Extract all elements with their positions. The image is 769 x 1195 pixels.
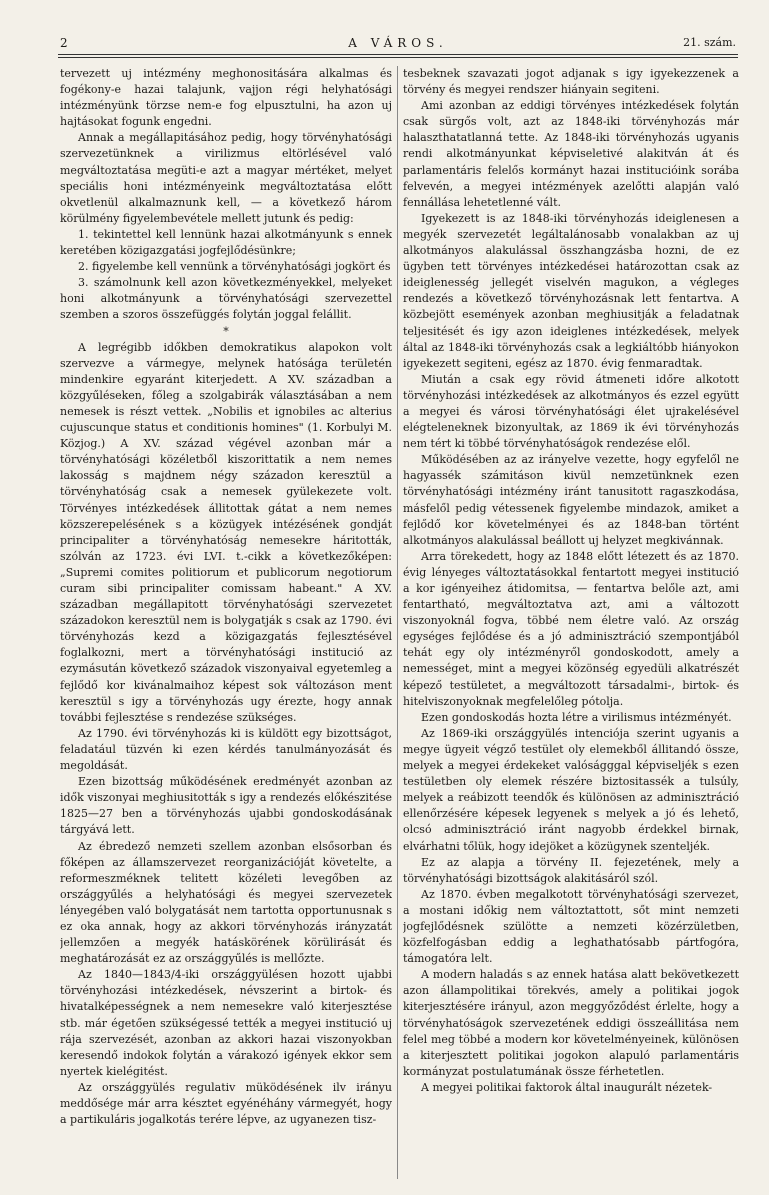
section-separator: *	[223, 324, 229, 338]
paragraph: 2. figyelembe kell vennünk a törvényhatósági jogkört és	[78, 260, 391, 274]
paragraph: Az ébredező nemzeti szellem azonban elsősorban és főképen az államszervezet reorganizációját követelte, a reformeszméknek telitett közéleti levegőben az országgyűlés a helyhatósági és megyei szervezetek lényegében való bolygatását nem tartotta opportunusnak s ez oka annak, hogy az akkori törvényhozás irányzatát jellemzően a megyék hatáskörének körülirását és meghatározását ez az országgyűlés is mellőzte.	[60, 839, 392, 966]
publication-title: A VÁROS.	[348, 36, 448, 50]
paragraph: 3. számolnunk kell azon következményekkel, melyeket honi alkotmányunk a törvényhatósági szervezettel szemben a szoros összefüggés folytán joggal felállit.	[60, 276, 392, 322]
paragraph: Az országgyülés regulativ müködésének ilv irányu meddősége már arra késztet egyénéhány vármegyét, hogy a partikuláris jogalkotás terére lépve, az ugyanezen tisz-	[60, 1080, 392, 1127]
paragraph: Annak a megállapitásához pedig, hogy törvényhatósági szervezetünknek a virilizmus eltörlésével való megváltoztatása megüti-e azt a magyar mértéket, melyet speciális honi intézményeink megváltoztatása előtt okvetlenül alkalmaznunk kell, — a következő három körülmény figyelembevétele mellett jutunk és pedig:	[60, 131, 392, 225]
paragraph: Ez az alapja a törvény II. fejezetének, mely a törvényhatósági bizottságok alakitásáról szól.	[403, 855, 739, 885]
header-rule-thin	[58, 57, 738, 58]
right-column	[403, 66, 739, 1181]
paragraph: Az 1869-iki országgyülés intenciója szerint ugyanis a megye ügyeit végző testület oly elemekből állitandó össze, melyek a megyei érdekeket valóságggal képviseljék s ezen testületben oly elemek részére biztositassék a tulsúly, melyek a reábizott teendők és különösen az adminisztráció ellenőrzésére képesek legyenek s melyek a jó és lehető, olcsó adminisztráció iránt nagyobb érdekkel birnak, elvárhatni tőlük, hogy idejöket a közügynek szenteljék.	[403, 726, 739, 853]
paragraph: A modern haladás s az ennek hatása alatt bekövetkezett azon állampolitikai törekvés, amely a politikai jogok kiterjesztésére irányul, azon meggyőződést érlelte, hogy a törvényhatóságok szervezetének eddigi összeállitása nem felel meg többé a modern kor követelményeinek, különösen a kiterjesztett politikai jogokon alapuló parlamentáris kormányzat postulatumának össze férhetetlen.	[403, 968, 739, 1078]
paragraph: tesbeknek szavazati jogot adjanak s igy igyekezzenek a törvény és megyei rendszer hiányain segiteni.	[403, 67, 739, 97]
paragraph: Az 1790. évi törvényhozás ki is küldött egy bizottságot, feladatául tüzvén ki ezen kérdés tanulmányozását és megoldását.	[60, 726, 392, 773]
running-header	[60, 36, 736, 54]
header-rule	[58, 54, 738, 55]
paragraph: Az 1870. évben megalkotott törvényhatósági szervezet, a mostani időkig nem változtattott, sőt mint nemzeti jogfejlődésnek szülötte a nemzeti közérzületben, közfelfogásban eddig a leghathatósabb pártfogóra, támogatóra lelt.	[403, 887, 739, 966]
paragraph: tervezett uj intézmény meghonositására alkalmas és fogékony-e hazai talajunk, vajjon régi helyhatósági intézményünk törzse nem-e fog elpusztulni, ha azon uj hajtásokat fogunk engedni.	[60, 67, 392, 129]
page-number: 2	[60, 36, 69, 50]
paragraph: Működésében az az irányelve vezette, hogy egyfelől ne hagyassék számitáson kivül nemzetünknek ezen törvényhatósági intézmény iránt tanusitott ragaszkodása, másfelől pedig vétessenek figyelembe mindazok, amiket a fejlődő kor követelményei és az 1848-ban történt alkotmányos alakulással beállott uj helyzet megkivánnak.	[403, 453, 739, 547]
issue-number: 21. szám.	[683, 36, 736, 49]
paragraph: Miután a csak egy rövid átmeneti időre alkotott törvényhozási intézkedések az alkotmányos és ezzel együtt a megyei és városi törvényhatósági élet ujrakelésével elégteleneknek bizonyultak, az 1869 ik évi törvényhozás nem tért ki többé törvényhatóságok rendezése elől.	[403, 372, 739, 451]
paragraph: Igyekezett is az 1848-iki törvényhozás ideiglenesen a megyék szervezetét legáltalánosabb vonalakban az uj alkotmányos alakulással összhangzásba hozni, de ez ügyben tett törvényes intézkedései határozottan csak az ideiglenesség jellegét viselvén magukon, a végleges rendezés a következő törvényhozásnak lett fentartva. A közbejött események azonban meghiusitják a feladatnak teljesitését és igy azon ideiglenes intézkedések, melyek által az 1848-iki törvényhozás csak a legkiáltóbb hiányokon igyekezett segiteni, egész az 1870. évig fenmaradtak.	[403, 211, 739, 370]
paragraph: Ezen bizottság működésének eredményét azonban az idők viszonyai meghiusitották s igy a rendezés előkészitése 1825—27 ben a törvényhozás ujabbi gondoskodásának tárgyává lett.	[60, 775, 392, 837]
paragraph: A megyei politikai faktorok által inaugurált nézetek-	[421, 1080, 713, 1094]
paragraph: 1. tekintettel kell lennünk hazai alkotmányunk s ennek keretében közigazgatási jogfejlődésünkre;	[60, 227, 392, 258]
paragraph: Az 1840—1843/4-iki országgyülésen hozott ujabbi törvényhozási intézkedések, névszerint a birtok- és hivatalképességnek a nem nemesekre való kiterjesztése stb. már égetően szükségessé tették a megyei institució uj rája szervezését, azonban az akkori hazai viszonyokban keresendő indokok folytán a várakozó igények ekkor sem nyertek kielégitést.	[60, 968, 392, 1078]
paragraph: A legrégibb időkben demokratikus alapokon volt szervezve a vármegye, melynek hatósága területén mindenkire egyaránt kiterjedett. A XV. században a közgyűléseken, főleg a szolgabirák választásában a nem nemesek is részt vettek. „Nobilis et ignobiles ac alterius cujuscunque status et conditionis homines" (1. Korbulyi M. Közjog.) A XV. század végével azonban már a törvényhatósági közéletből kiszorittatik a nem nemes lakosság s majdnem négy századon keresztül a törvényhatóság csak a nemesek gyülekezete volt. Törvényes intézkedések állitottak gátat a nem nemes közszerepelésének s a közügyek intézésének gondját principaliter a törvényhatóság nemesekre háritották, szólván az 1723. évi LVI. t.-cikk a következőképen: „Supremi comites politiorum et publicorum negotiorum curam sibi principaliter comissam habeant." A XV. században megállapitott törvényhatósági szervezetet századokon keresztül nem is bolygatják s csak az 1790. évi törvényhozás kezd a közigazgatás fejlesztésével foglalkozni, mert a törvényhatósági institució az ezymásután következő századok viszonyaival egyetemleg a fejlődő kor kivánalmaihoz képest sok változáson ment keresztül s igy a törvényhozás ugy érezte, hogy annak további fejlesztése s rendezése szükséges.	[60, 340, 392, 724]
paragraph: Ami azonban az eddigi törvényes intézkedések folytán csak sürgős volt, azt az 1848-iki törvényhozás már halaszthatatlanná tette. Az 1848-iki törvényhozás ugyanis rendi alkotmányunkat képviseletivé alakitván át és parlamentáris felelős kormányt hazai institucióink sorába felvevén, a megyei intézmények azelőtti alapján való fennállása lehetetlenné vált.	[403, 99, 739, 209]
column-divider	[397, 66, 398, 1179]
paragraph: Arra törekedett, hogy az 1848 előtt létezett és az 1870. évig lényeges változtatásokkal fentartott megyei institució a kor igényeihez átidomitsa, — fentartva belőle azt, ami fentartható, megváltoztatva azt, ami a változott viszonyoknál fogva, többé nem életre való. Az ország egységes fejlődése és a jó adminisztráció szempontjából tehát egy oly intézményről gondoskodott, amely a nemességet, mint a megyei közönség egyedüli alkatrészét képező testületet, a megváltozott társadalmi-, birtok- és hitelviszonyoknak megfelelőleg pótolja.	[403, 549, 739, 708]
paragraph: Ezen gondoskodás hozta létre a virilismus intézményét.	[421, 710, 732, 724]
left-column	[60, 66, 392, 1181]
